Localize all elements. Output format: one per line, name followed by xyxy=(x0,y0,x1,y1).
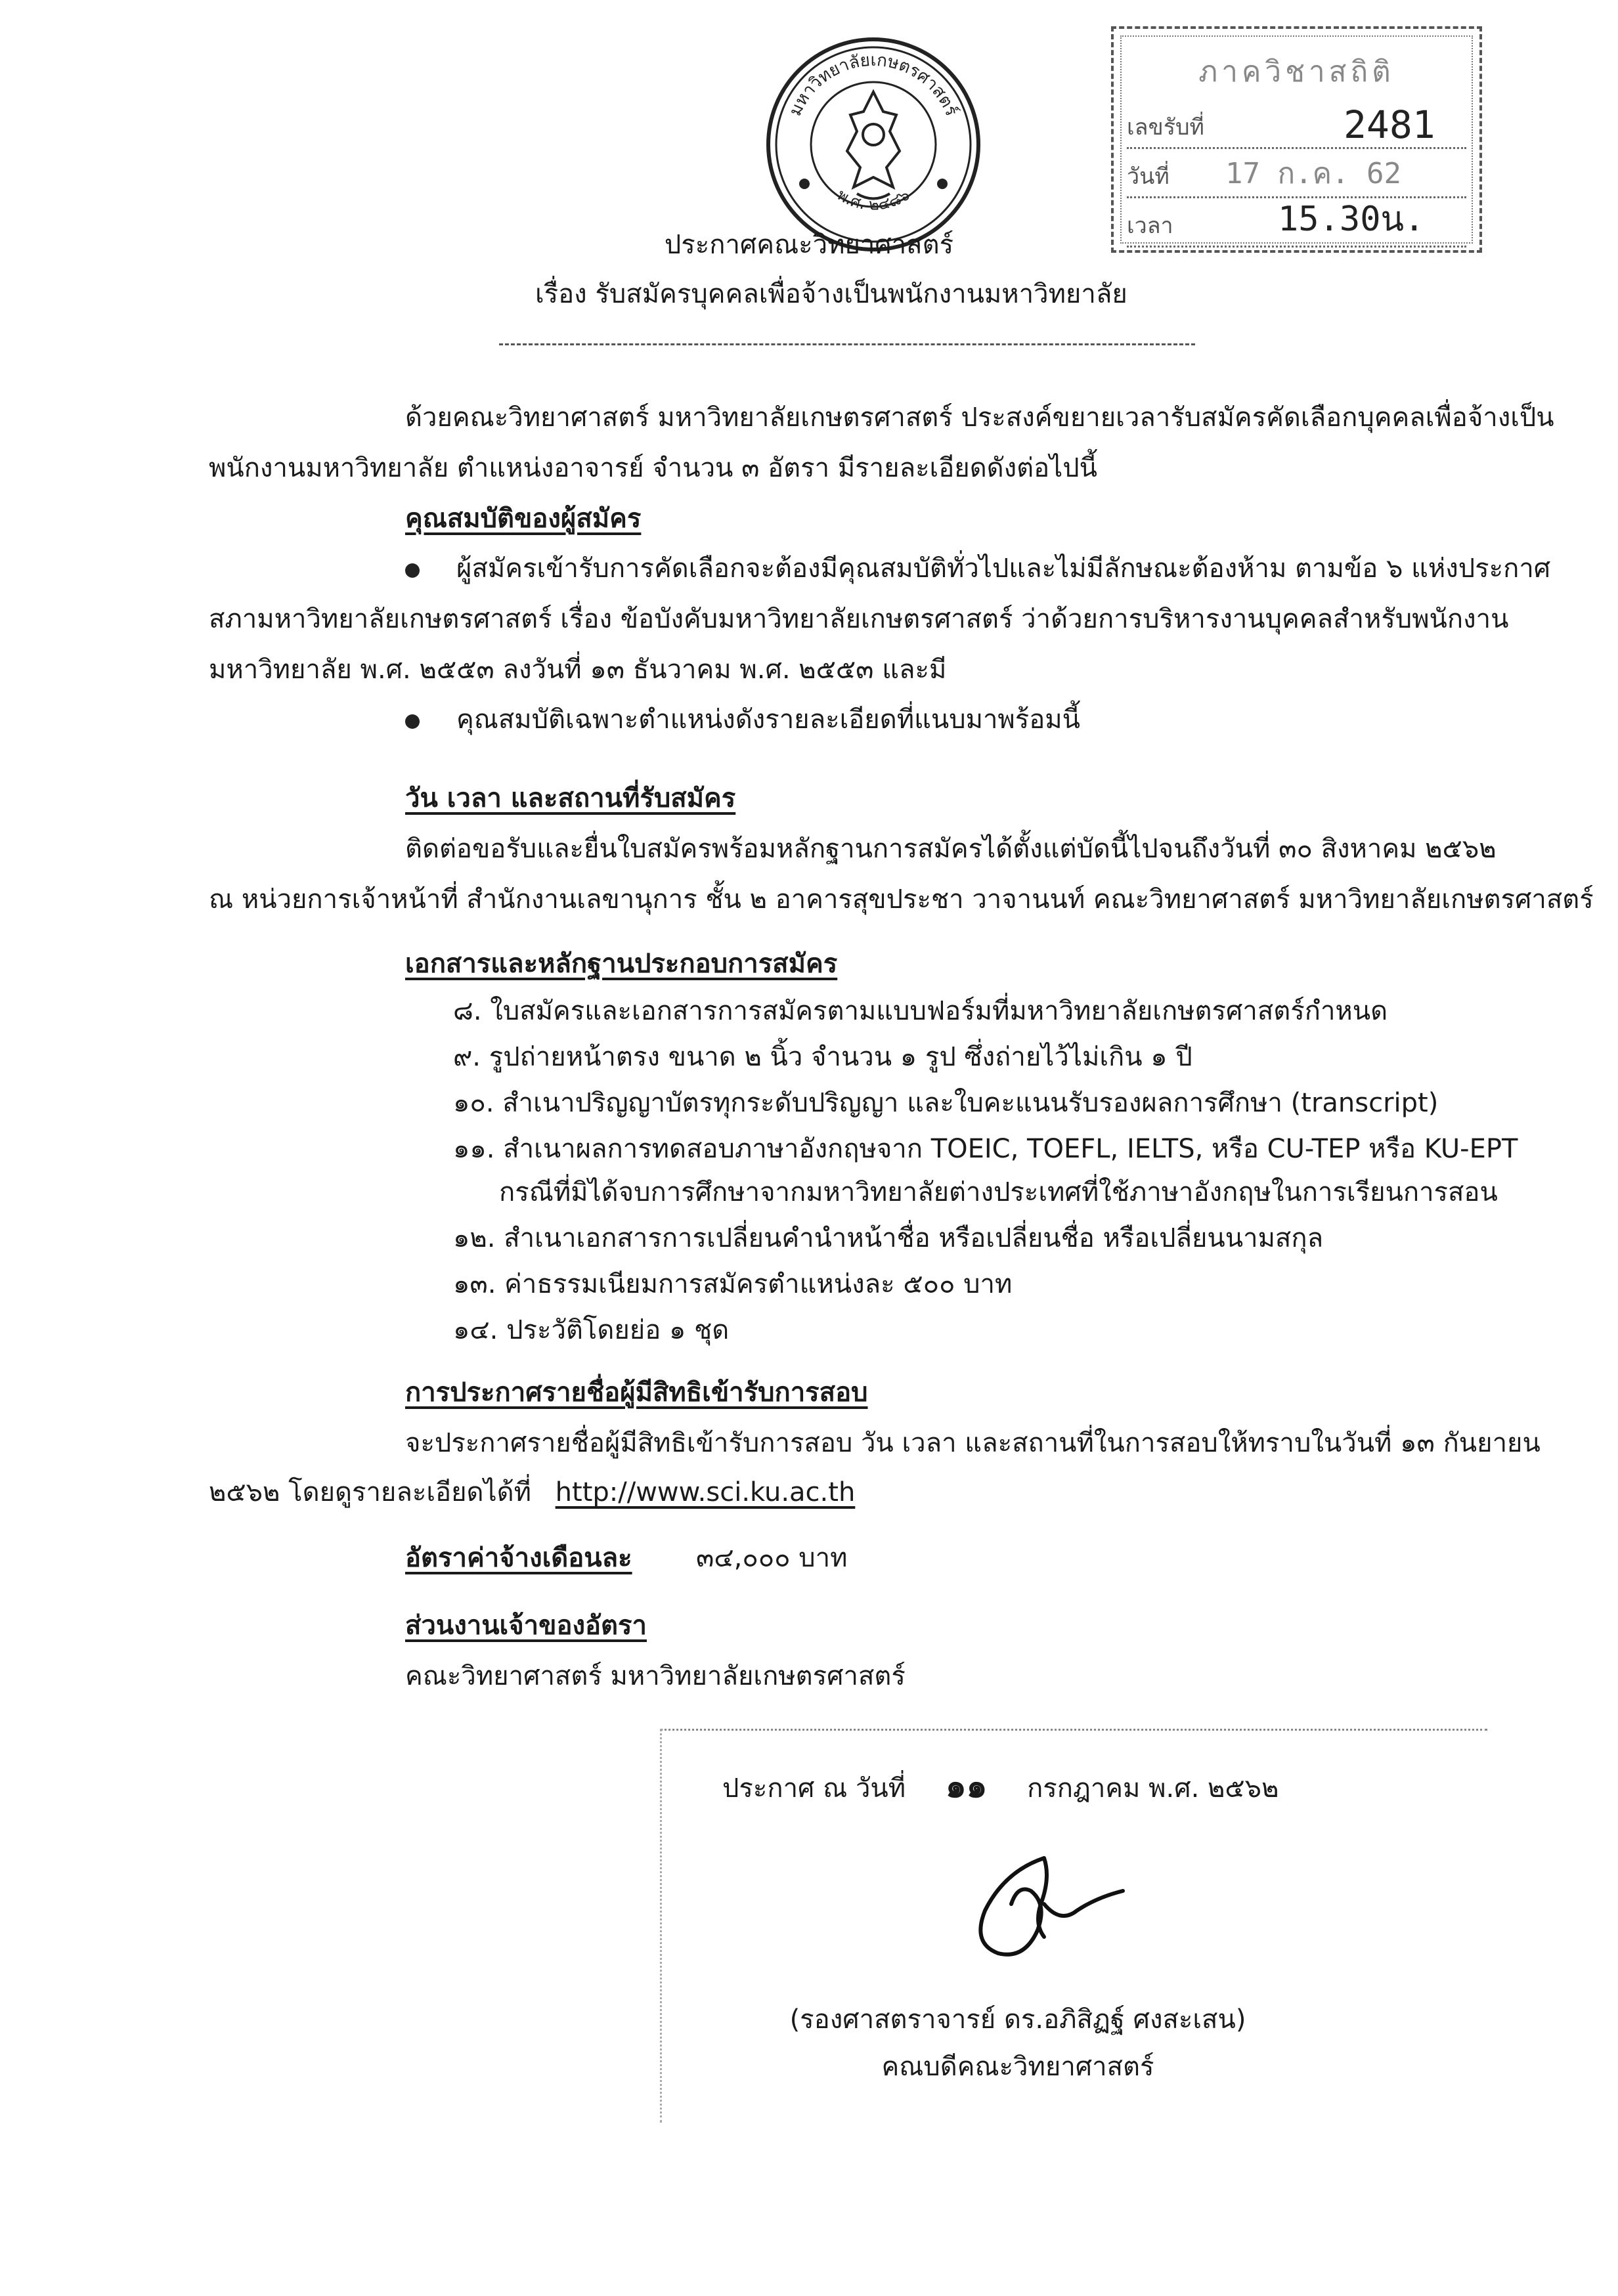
signature-icon xyxy=(946,1832,1143,1976)
document-item: ๑๔. ประวัติโดยย่อ ๑ ชุด xyxy=(453,1315,730,1345)
stamp-time-value: 15.30น. xyxy=(1278,200,1425,239)
qualification-item-2: คุณสมบัติเฉพาะตำแหน่งดังรายละเอียดที่แนบมาพร้อมนี้ xyxy=(456,704,1080,735)
application-line-2: ณ หน่วยการเจ้าหน้าที่ สำนักงานเลขานุการ ชั้น ๒ อาคารสุขประชา วาจานนท์ คณะวิทยาศาสตร์ มหาวิทยาลัยเกษตรศาสตร์ xyxy=(209,884,1594,915)
qualifications-heading: คุณสมบัติของผู้สมัคร xyxy=(405,504,642,534)
qualification-item-1-line-1: ผู้สมัครเข้ารับการคัดเลือกจะต้องมีคุณสมบัติทั่วไปและไม่มีลักษณะต้องห้าม ตามข้อ ๖ แห่งประกาศ xyxy=(456,553,1551,584)
bullet-icon xyxy=(405,714,420,729)
stamp-date-value: 17 ก.ค. 62 xyxy=(1225,157,1401,190)
document-item: ๑๒. สำเนาเอกสารการเปลี่ยนคำนำหน้าชื่อ หรือเปลี่ยนชื่อ หรือเปลี่ยนนามสกุล xyxy=(453,1223,1324,1253)
website-link[interactable]: http://www.sci.ku.ac.th xyxy=(555,1477,856,1507)
signer-name: (รองศาสตราจารย์ ดร.อภิสิฏฐ์ ศงสะเสน) xyxy=(789,2004,1246,2035)
document-subject: เรื่อง รับสมัครบุคคลเพื่อจ้างเป็นพนักงานมหาวิทยาลัย xyxy=(535,279,1127,309)
document-item: ๙. รูปถ่ายหน้าตรง ขนาด ๒ นิ้ว จำนวน ๑ รูป ซึ่งถ่ายไว้ไม่เกิน ๑ ปี xyxy=(453,1042,1192,1072)
footer-divider-vertical xyxy=(660,1729,662,2123)
header-divider xyxy=(499,343,1195,345)
salary-label: อัตราค่าจ้างเดือนละ xyxy=(405,1543,632,1573)
document-item: ๘. ใบสมัครและเอกสารการสมัครตามแบบฟอร์มที่มหาวิทยาลัยเกษตรศาสตร์กำหนด xyxy=(453,996,1388,1026)
intro-line-1: ด้วยคณะวิทยาศาสตร์ มหาวิทยาลัยเกษตรศาสตร์ ประสงค์ขยายเวลารับสมัครคัดเลือกบุคคลเพื่อจ้างเป็น xyxy=(405,402,1554,433)
university-seal-icon xyxy=(765,36,982,253)
documents-heading: เอกสารและหลักฐานประกอบการสมัคร xyxy=(405,949,838,979)
announcement-heading: การประกาศรายชื่อผู้มีสิทธิเข้ารับการสอบ xyxy=(405,1377,868,1408)
application-line-1: ติดต่อขอรับและยื่นใบสมัครพร้อมหลักฐานการสมัครได้ตั้งแต่บัดนี้ไปจนถึงวันที่ ๓๐ สิงหาคม ๒๕๖๒ xyxy=(405,834,1497,864)
seal-text-bottom: พ.ศ. ๒๔๘๖ xyxy=(833,185,913,214)
qualification-item-1-line-2: สภามหาวิทยาลัยเกษตรศาสตร์ เรื่อง ข้อบังคับมหาวิทยาลัยเกษตรศาสตร์ ว่าด้วยการบริหารงานบุคคลสำหรับพนักงาน xyxy=(209,604,1509,634)
document-item: ๑๑. สำเนาผลการทดสอบภาษาอังกฤษจาก TOEIC, TOEFL, IELTS, หรือ CU-TEP หรือ KU-EPT xyxy=(453,1134,1518,1164)
owner-heading: ส่วนงานเจ้าของอัตรา xyxy=(405,1611,647,1641)
footer-divider xyxy=(660,1729,1487,1731)
announcement-line-1: จะประกาศรายชื่อผู้มีสิทธิเข้ารับการสอบ วัน เวลา และสถานที่ในการสอบให้ทราบในวันที่ ๑๓ กันยายน xyxy=(405,1428,1541,1458)
intro-line-2: พนักงานมหาวิทยาลัย ตำแหน่งอาจารย์ จำนวน ๓ อัตรา มีรายละเอียดดังต่อไปนี้ xyxy=(209,453,1098,483)
seal-text-top: มหาวิทยาลัยเกษตรศาสตร์ xyxy=(785,50,961,119)
document-item-continuation: กรณีที่มิได้จบการศึกษาจากมหาวิทยาลัยต่างประเทศที่ใช้ภาษาอังกฤษในการเรียนการสอน xyxy=(499,1177,1498,1207)
stamp-heading: ภาควิชาสถิติ xyxy=(1198,55,1395,89)
announcement-line-2 xyxy=(209,1474,855,1511)
stamp-date-label: วันที่ xyxy=(1127,163,1170,190)
application-heading: วัน เวลา และสถานที่รับสมัคร xyxy=(405,783,736,813)
stamp-receive-label: เลขรับที่ xyxy=(1127,114,1204,141)
document-item: ๑๓. ค่าธรรมเนียมการสมัครตำแหน่งละ ๕๐๐ บาท xyxy=(453,1269,1013,1299)
announce-date-prefix: ประกาศ ณ วันที่ xyxy=(722,1773,906,1804)
document-title: ประกาศคณะวิทยาศาสตร์ xyxy=(664,230,954,260)
announce-day: ๑๑ xyxy=(945,1767,988,1805)
document-item: ๑๐. สำเนาปริญญาบัตรทุกระดับปริญญา และใบคะแนนรับรองผลการศึกษา (transcript) xyxy=(453,1088,1439,1118)
salary-value: ๓๔,๐๐๐ บาท xyxy=(696,1543,848,1573)
announce-date xyxy=(722,1767,1279,1807)
announce-month-year: กรกฎาคม พ.ศ. ๒๕๖๒ xyxy=(1027,1773,1279,1804)
stamp-receive-row xyxy=(1127,101,1466,149)
receive-stamp xyxy=(1111,26,1482,253)
stamp-receive-value: 2481 xyxy=(1344,102,1435,147)
owner-value: คณะวิทยาศาสตร์ มหาวิทยาลัยเกษตรศาสตร์ xyxy=(405,1661,906,1691)
signer-title: คณบดีคณะวิทยาศาสตร์ xyxy=(881,2052,1154,2082)
announcement-line-2-prefix: ๒๕๖๒ โดยดูรายละเอียดได้ที่ xyxy=(209,1477,531,1507)
qualification-item-1-line-3: มหาวิทยาลัย พ.ศ. ๒๕๕๓ ลงวันที่ ๑๓ ธันวาคม พ.ศ. ๒๕๕๓ และมี xyxy=(209,655,947,685)
stamp-time-label: เวลา xyxy=(1127,213,1173,239)
bullet-icon xyxy=(405,563,420,578)
